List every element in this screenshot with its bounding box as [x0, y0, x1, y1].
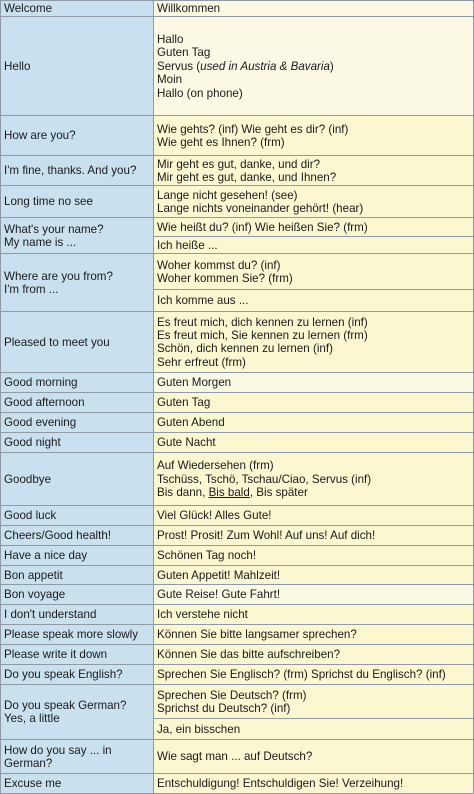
english-phrase-line: Good luck [4, 509, 57, 523]
german-phrase-line [157, 158, 470, 171]
german-phrase-line [157, 239, 470, 252]
english-phrase-line: Please write it down [4, 648, 108, 662]
english-phrase-line: Hello [4, 59, 31, 73]
english-phrase-cell [1, 506, 154, 526]
phrase-text: Sprechen Sie Englisch? (frm) Sprichst du Englisch? (inf) [157, 668, 446, 682]
german-phrase-cell [154, 156, 474, 186]
phrase-note-italic: used in Austria & Bavaria [200, 59, 330, 73]
german-phrase-line [157, 549, 470, 562]
phrase-text: Bis dann, [157, 486, 209, 500]
german-phrase-cell [154, 393, 474, 413]
german-phrase-line [157, 316, 470, 329]
table-row [1, 546, 474, 566]
german-phrase-cell [154, 116, 474, 156]
table-row [1, 453, 474, 506]
german-phrase-cell [154, 290, 474, 312]
table-row [1, 17, 474, 116]
english-phrase-line: Do you speak German? [4, 699, 127, 712]
german-phrase-line [157, 486, 470, 499]
german-phrase-line [157, 689, 470, 702]
german-phrase-line [157, 189, 470, 202]
english-phrase-cell [1, 373, 154, 393]
german-phrase-line [157, 329, 470, 342]
phrase-text: Es freut mich, Sie kennen zu lernen (frm) [157, 329, 368, 342]
phrase-text: Moin [157, 73, 183, 87]
german-phrase-cell [154, 645, 474, 665]
table-row [1, 373, 474, 393]
phrase-text: Woher kommst du? (inf) [157, 258, 281, 272]
english-phrase-cell [1, 218, 154, 254]
table-row [1, 506, 474, 526]
german-phrase-line [157, 529, 470, 542]
english-phrase-cell [1, 605, 154, 625]
table-header-row [1, 1, 474, 17]
phrase-text: , Bis später [249, 486, 308, 500]
german-phrase-cell [154, 585, 474, 605]
english-phrase-cell [1, 526, 154, 546]
german-phrase-line [157, 136, 470, 149]
table-row [1, 566, 474, 585]
phrase-text: Guten Tag [157, 396, 211, 410]
german-phrase-cell [154, 506, 474, 526]
phrase-text: Ja, ein bisschen [157, 722, 241, 736]
english-phrase-cell [1, 685, 154, 740]
german-phrase-line [157, 723, 470, 736]
german-phrase-line [157, 259, 470, 272]
english-phrase-line: I'm fine, thanks. And you? [4, 164, 137, 178]
english-phrase-cell [1, 433, 154, 453]
german-phrase-cell [154, 453, 474, 506]
phrase-table-body [1, 1, 474, 794]
table-row [1, 625, 474, 645]
phrase-text: Mir geht es gut, danke, und Ihnen? [157, 170, 337, 184]
phrase-text: Gute Reise! Gute Fahrt! [157, 588, 281, 602]
phrase-text: Sprichst du Deutsch? (inf) [157, 701, 291, 715]
phrase-text: Lange nichts voneinander gehört! (hear) [157, 201, 364, 215]
german-phrase-cell [154, 526, 474, 546]
german-phrase-cell [154, 254, 474, 290]
english-phrase-line: How are you? [4, 129, 76, 143]
german-phrase-cell [154, 413, 474, 433]
table-row [1, 312, 474, 373]
english-phrase-cell [1, 186, 154, 218]
english-phrase-line: Good night [4, 436, 61, 450]
table-row [1, 413, 474, 433]
phrase-text: Tschüss, Tschö, Tschau/Ciao, Servus (inf) [157, 472, 372, 486]
english-phrase-line: Bon appetit [4, 568, 63, 582]
german-phrase-cell [154, 186, 474, 218]
table-row [1, 645, 474, 665]
english-phrase-line: Good afternoon [4, 396, 85, 410]
german-phrase-line [157, 33, 470, 46]
german-phrase-line [157, 202, 470, 215]
german-phrase-line [157, 294, 470, 307]
phrase-text: Hallo [157, 32, 184, 46]
english-phrase-line: I'm from ... [4, 282, 59, 296]
german-phrase-line [157, 73, 470, 86]
english-phrase-line: Yes, a little [4, 712, 60, 726]
phrase-text: Guten Morgen [157, 376, 232, 390]
german-phrase-cell [154, 373, 474, 393]
table-row [1, 218, 474, 237]
german-phrase-cell [154, 740, 474, 774]
german-header: Willkommen [157, 2, 221, 15]
phrase-text: Guten Appetit! Mahlzeit! [157, 568, 281, 582]
phrase-text: Es freut mich, dich kennen zu lernen (inf) [157, 315, 368, 329]
german-phrase-cell [154, 605, 474, 625]
english-phrase-cell [1, 566, 154, 585]
german-phrase-cell [154, 17, 474, 116]
german-phrase-cell [154, 566, 474, 585]
phrase-text: Viel Glück! Alles Gute! [157, 509, 272, 523]
english-phrase-line: Excuse me [4, 777, 62, 791]
german-phrase-cell [154, 719, 474, 740]
phrase-text: Können Sie das bitte aufschreiben? [157, 648, 341, 662]
german-phrase-line [157, 416, 470, 429]
english-phrase-line: Pleased to meet you [4, 335, 110, 349]
table-row [1, 740, 474, 774]
german-phrase-line [157, 459, 470, 472]
english-phrase-line: Please speak more slowly [4, 628, 139, 642]
german-phrase-line [157, 272, 470, 285]
phrase-text: Guten Tag [157, 46, 211, 60]
phrase-text: Sehr erfreut (frm) [157, 355, 246, 369]
german-phrase-line [157, 628, 470, 641]
english-phrase-cell [1, 156, 154, 186]
table-row [1, 685, 474, 719]
german-header-cell [154, 1, 474, 17]
english-phrase-cell [1, 312, 154, 373]
german-phrase-line [157, 509, 470, 522]
phrase-text: Wie heißt du? (inf) Wie heißen Sie? (frm) [157, 220, 368, 234]
english-header: Welcome [4, 2, 53, 15]
english-phrase-line: Long time no see [4, 195, 93, 209]
english-phrase-cell [1, 546, 154, 566]
german-phrase-cell [154, 218, 474, 237]
phrase-text: Wie sagt man ... auf Deutsch? [157, 750, 313, 764]
table-row [1, 156, 474, 186]
table-row [1, 254, 474, 290]
table-row [1, 585, 474, 605]
english-phrase-cell [1, 254, 154, 312]
english-phrase-line: Do you speak English? [4, 668, 123, 682]
english-phrase-line: German? [4, 756, 53, 770]
german-phrase-line [157, 171, 470, 184]
phrase-text: Wie geht es Ihnen? (frm) [157, 135, 285, 149]
german-phrase-line [157, 376, 470, 389]
phrase-text: Gute Nacht [157, 436, 216, 450]
english-phrase-line: Good morning [4, 376, 78, 390]
phrase-text: Woher kommen Sie? (frm) [157, 271, 293, 285]
phrase-text: Schön, dich kennen zu lernen (inf) [157, 342, 333, 356]
english-phrase-line: Goodbye [4, 472, 52, 486]
english-phrase-line: What's your name? [4, 222, 104, 236]
english-phrase-line: Where are you from? [4, 269, 113, 283]
english-phrase-line: How do you say ... in [4, 743, 112, 757]
german-phrase-line [157, 608, 470, 621]
german-phrase-line [157, 356, 470, 369]
phrase-text: Auf Wiedersehen (frm) [157, 459, 274, 473]
phrase-text: Mir geht es gut, danke, und dir? [157, 157, 321, 171]
german-phrase-line [157, 87, 470, 100]
phrase-text: Ich verstehe nicht [157, 608, 248, 622]
english-phrase-line: Have a nice day [4, 549, 88, 563]
german-phrase-line [157, 648, 470, 661]
phrase-text: Ich komme aus ... [157, 294, 249, 308]
english-phrase-cell [1, 625, 154, 645]
english-phrase-cell [1, 413, 154, 433]
german-phrase-line [157, 750, 470, 763]
german-phrase-cell [154, 546, 474, 566]
german-phrase-line [157, 473, 470, 486]
german-phrase-line [157, 396, 470, 409]
english-phrase-line: I don't understand [4, 608, 97, 622]
phrase-text: Hallo (on phone) [157, 86, 243, 100]
phrase-text: Servus ( [157, 59, 201, 73]
phrase-text: Sprechen Sie Deutsch? (frm) [157, 688, 307, 702]
phrase-text: Guten Abend [157, 416, 225, 430]
table-row [1, 665, 474, 685]
german-phrase-line [157, 777, 470, 790]
german-phrase-cell [154, 685, 474, 719]
phrase-text: Wie gehts? (inf) Wie geht es dir? (inf) [157, 122, 349, 136]
german-phrase-line [157, 702, 470, 715]
phrase-text: Entschuldigung! Entschuldigen Sie! Verzeihung! [157, 777, 404, 791]
english-phrase-line: Bon voyage [4, 588, 66, 602]
english-phrase-line: My name is ... [4, 235, 77, 249]
english-phrase-cell [1, 740, 154, 774]
english-phrase-cell [1, 665, 154, 685]
phrase-text: Schönen Tag noch! [157, 549, 257, 563]
english-phrase-line: Cheers/Good health! [4, 529, 111, 543]
table-row [1, 605, 474, 625]
english-phrase-cell [1, 393, 154, 413]
phrase-text-underlined: Bis bald [208, 486, 250, 500]
german-phrase-line [157, 569, 470, 582]
german-phrase-line [157, 342, 470, 355]
english-phrase-line: Good evening [4, 416, 77, 430]
phrase-text: Ich heiße ... [157, 238, 218, 252]
english-phrase-cell [1, 453, 154, 506]
english-phrase-cell [1, 116, 154, 156]
german-phrase-cell [154, 312, 474, 373]
table-row [1, 116, 474, 156]
german-phrase-cell [154, 237, 474, 254]
table-row [1, 433, 474, 453]
english-phrase-cell [1, 585, 154, 605]
phrase-text: Können Sie bitte langsamer sprechen? [157, 628, 357, 642]
table-row [1, 393, 474, 413]
table-row [1, 186, 474, 218]
phrase-text: Prost! Prosit! Zum Wohl! Auf uns! Auf dich! [157, 529, 376, 543]
german-phrase-cell [154, 665, 474, 685]
german-phrase-line [157, 123, 470, 136]
german-phrase-line [157, 668, 470, 681]
phrase-text: ) [329, 59, 334, 73]
german-phrase-line [157, 46, 470, 59]
phrase-text: Lange nicht gesehen! (see) [157, 188, 298, 202]
english-header-cell [1, 1, 154, 17]
german-phrase-line [157, 588, 470, 601]
german-phrase-cell [154, 433, 474, 453]
german-phrase-line [157, 60, 470, 73]
german-phrase-line [157, 221, 470, 234]
english-phrase-cell [1, 17, 154, 116]
german-phrase-line [157, 436, 470, 449]
table-row [1, 526, 474, 546]
english-phrase-cell [1, 645, 154, 665]
german-phrase-cell [154, 625, 474, 645]
